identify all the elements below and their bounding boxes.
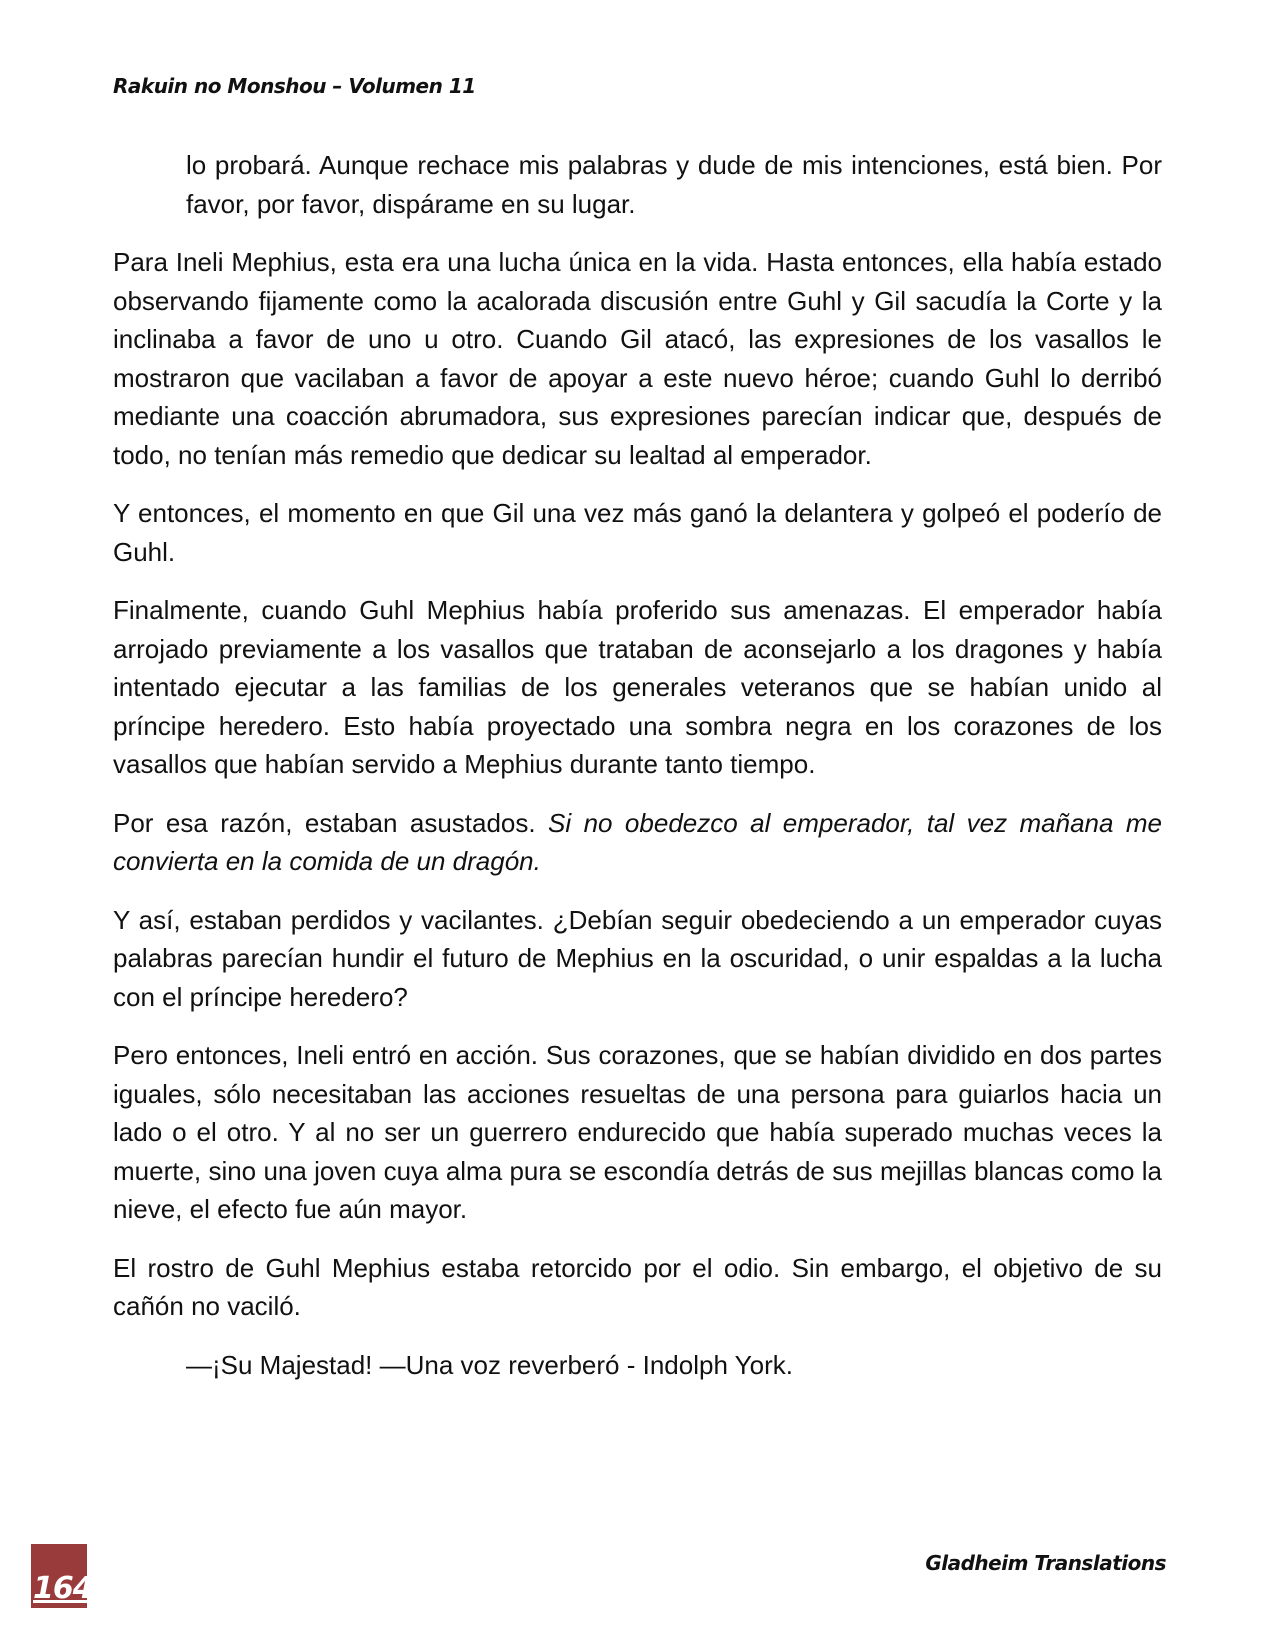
running-header-title: Rakuin no Monshou – Volumen 11	[113, 74, 476, 98]
page-body	[113, 146, 1162, 1404]
paragraph-5-normal: Por esa razón, estaban asustados.	[113, 807, 549, 838]
paragraph-7: Pero entonces, Ineli entró en acción. Sus corazones, que se habían dividido en dos partes iguales, sólo necesitaban las acciones resueltas de una persona para guiarlos hacia un lado o el otro. Y al no ser un guerrero endurecido que había superado muchas veces la muerte, sino una joven cuya alma pura se escondía detrás de sus mejillas blancas como la nieve, el efecto fue aún mayor.	[113, 1040, 1162, 1224]
paragraph-1: lo probará. Aunque rechace mis palabras y dude de mis intenciones, está bien. Por favor, por favor, dispárame en su lugar.	[186, 150, 1162, 219]
paragraph-3: Y entonces, el momento en que Gil una vez más ganó la delantera y golpeó el poderío de Guhl.	[113, 498, 1162, 567]
page-number: 164	[33, 1571, 93, 1606]
paragraph-4: Finalmente, cuando Guhl Mephius había proferido sus amenazas. El emperador había arrojado previamente a los vasallos que trataban de aconsejarlo a los dragones y había intentado ejecutar a las familias de los generales veteranos que se habían unido al príncipe heredero. Esto había proyectado una sombra negra en los corazones de los vasallos que habían servido a Mephius durante tanto tiempo.	[113, 595, 1162, 779]
paragraph-8: El rostro de Guhl Mephius estaba retorcido por el odio. Sin embargo, el objetivo de su cañón no vaciló.	[113, 1252, 1162, 1321]
paragraph-9-dialogue: —¡Su Majestad! —Una voz reverberó - Indolph York.	[186, 1349, 793, 1380]
paragraph-2: Para Ineli Mephius, esta era una lucha única en la vida. Hasta entonces, ella había estado observando fijamente como la acalorada discusión entre Guhl y Gil sacudía la Corte y la inclinaba a favor de uno u otro. Cuando Gil atacó, las expresiones de los vasallos le mostraron que vacilaban a favor de apoyar a este nuevo héroe; cuando Guhl lo derribó mediante una coacción abrumadora, sus expresiones parecían indicar que, después de todo, no tenían más remedio que dedicar su lealtad al emperador.	[113, 247, 1162, 470]
paragraph-5	[113, 804, 1162, 881]
paragraph-6: Y así, estaban perdidos y vacilantes. ¿Debían seguir obedeciendo a un emperador cuyas palabras parecían hundir el futuro de Mephius en la oscuridad, o unir espaldas a la lucha con el príncipe heredero?	[113, 904, 1162, 1012]
footer-brand: Gladheim Translations	[925, 1551, 1166, 1575]
paragraph-5-italic-thought: Si no obedezco al emperador, tal vez mañana me convierta en la comida de un dragón.	[113, 807, 1163, 876]
